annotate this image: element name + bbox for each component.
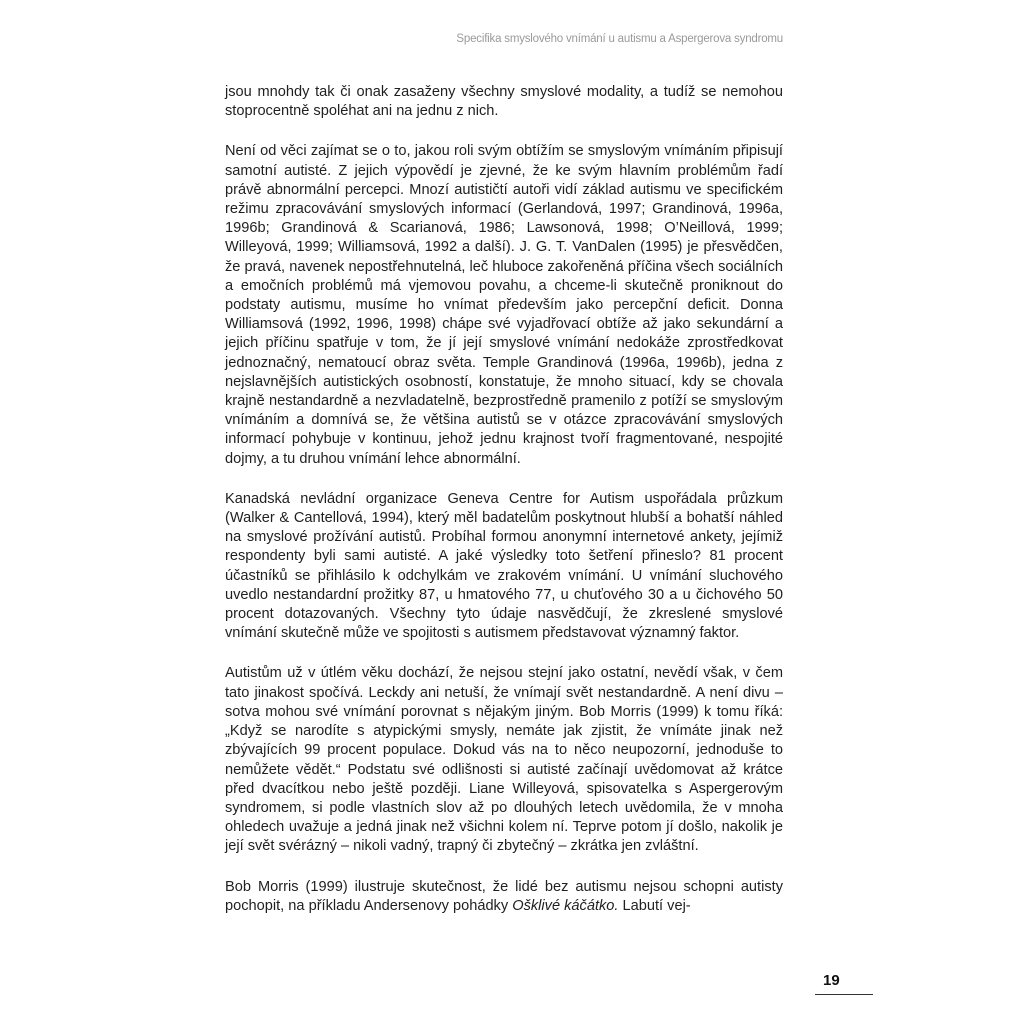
page-number: 19 — [823, 972, 840, 989]
paragraph-1: jsou mnohdy tak či onak zasaženy všechny smyslové modality, a tudíž se nemohou stoprocentně spoléhat ani na jednu z nich. — [225, 84, 783, 120]
paragraph-5 — [225, 878, 783, 916]
paragraph-3: Kanadská nevládní organizace Geneva Centre for Autism uspořádala průzkum (Walker & Cantellová, 1994), který měl badatelům poskytnout hlubší a bohatší náhled na smyslové prožívání autistů. Probíhal formou anonymní internetové ankety, jejímiž respondenty byli sami autisté. A jaké výsledky toto šetření přineslo? 81 procent účastníků se přihlásilo k odchylkám ve zrakovém vnímání. U vnímání sluchového uvedlo nestandardní prožitky 87, u hmatového 77, u chuťového 30 a u čichového 50 procent dotazovaných. Všechny tyto údaje nasvědčují, že zkreslené smyslové vnímání skutečně může ve spojitosti s autismem představovat významný faktor. — [225, 490, 783, 642]
paragraph-2: Není od věci zajímat se o to, jakou roli svým obtížím se smyslovým vnímáním připisují samotní autisté. Z jejich výpovědí je zjevné, že ke svým hlavním problémům řadí právě abnormální percepci. Mnozí autističtí autoři vidí základ autismu ve specifickém režimu zpracovávání smyslových informací (Gerlandová, 1997; Grandinová, 1996a, 1996b; Grandinová & Scarianová, 1986; Lawsonová, 1998; O’Neillová, 1999; Willeyová, 1999; Williamsová, 1992 a další). J. G. T. VanDalen (1995) je přesvědčen, že pravá, navenek nepostřehnutelná, leč hluboce zakořeněná příčina všech sociálních a emočních problémů má vjemovou povahu, a chceme-li skutečně proniknout do podstaty autismu, musíme ho vnímat především jako percepční deficit. Donna Williamsová (1992, 1996, 1998) chápe své vyjadřovací obtíže až jako sekundární a jejich příčinu spatřuje v tom, že jí její smyslové vnímání nedokáže zprostředkovat jednoznačný, nematoucí obraz světa. Temple Grandinová (1996a, 1996b), jedna z nejslavnějších autistických osobností, konstatuje, že mnoho situací, kdy se chovala krajně nestandardně a nezvladatelně, bezprostředně pramenilo z potíží se smyslovým vnímáním a domnívá se, že většina autistů se v otázce zpracovávání smyslových informací pohybuje v kontinuu, jehož jednu krajnost tvoří fragmentované, nespojité dojmy, a tu druhou vnímání lehce abnormální. — [225, 143, 783, 467]
body-text — [225, 83, 783, 937]
running-header: Specifika smyslového vnímání u autismu a Aspergerova syndromu — [456, 33, 783, 45]
paragraph-5-start: Bob Morris (1999) ilustruje skutečnost, že lidé bez autismu nejsou schopni autisty pochopit, na příkladu Andersenovy pohádky — [225, 878, 783, 914]
page-number-rule — [815, 994, 873, 995]
paragraph-5-end: Labutí vej- — [618, 897, 691, 914]
paragraph-4: Autistům už v útlém věku dochází, že nejsou stejní jako ostatní, nevědí však, v čem tato jinakost spočívá. Leckdy ani netuší, že vnímají svět nestandardně. A není divu – sotva mohou své vnímání porovnat s nějakým jiným. Bob Morris (1999) k tomu říká: „Když se narodíte s atypickými smysly, nemáte jak zjistit, že vnímáte jinak než zbývajících 99 procent populace. Dokud vás na to něco neupozorní, jednoduše to nemůžete vědět.“ Podstatu své odlišnosti si autisté začínají uvědomovat až krátce před dvacítkou nebo ještě později. Liane Willeyová, spisovatelka s Aspergerovým syndromem, si podle vlastních slov až po dlouhých letech uvědomila, že v mnoha ohledech uvažuje a jedná jinak než všichni kolem ní. Teprve potom jí došlo, nakolik je její svět svérázný – nikoli vadný, trapný či zbytečný – zkrátka jen zvláštní. — [225, 665, 783, 855]
book-title: Ošklivé káčátko. — [512, 897, 619, 914]
